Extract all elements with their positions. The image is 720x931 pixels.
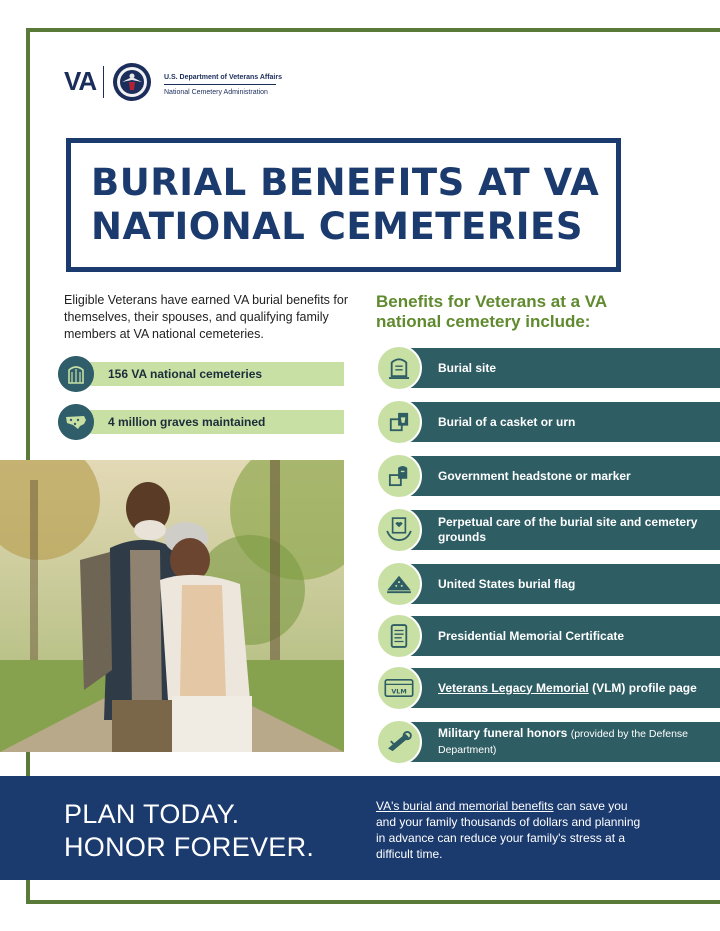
vlm-icon xyxy=(376,665,422,711)
footer-body: can save you and your family thousands of dollars and planning in advance can reduce your family's stress at a difficult time. xyxy=(376,799,641,861)
va-seal-icon xyxy=(112,62,152,102)
benefit-perpetual-care xyxy=(376,508,720,552)
slogan-line-2: HONOR FOREVER. xyxy=(64,832,315,862)
benefit-label: Burial of a casket or urn xyxy=(438,414,576,429)
page-title xyxy=(91,161,599,249)
folded-flag-icon xyxy=(376,561,422,607)
us-map-icon xyxy=(58,404,94,440)
benefit-funeral-honors xyxy=(376,720,720,764)
benefit-label: Presidential Memorial Certificate xyxy=(438,628,625,643)
benefit-headstone-marker xyxy=(376,454,720,498)
slogan-line-1: PLAN TODAY. xyxy=(64,799,240,829)
vlm-link[interactable]: Veterans Legacy Memorial xyxy=(438,680,589,695)
benefit-label xyxy=(438,666,698,710)
benefit-burial-site xyxy=(376,346,720,390)
frame-bottom xyxy=(26,900,720,904)
couple-photo xyxy=(0,460,344,752)
title-line-2: NATIONAL CEMETERIES xyxy=(91,205,583,248)
marker-icon xyxy=(376,453,422,499)
administration-line: National Cemetery Administration xyxy=(164,89,268,96)
frame-top xyxy=(26,28,720,32)
benefit-label: United States burial flag xyxy=(438,576,576,591)
stat-cemeteries xyxy=(58,356,344,390)
benefit-burial-flag xyxy=(376,562,720,606)
footer-banner xyxy=(0,776,720,880)
cemetery-gate-icon xyxy=(58,356,94,392)
benefit-label: Perpetual care of the burial site and cemetery grounds xyxy=(438,515,698,544)
logo-divider xyxy=(103,66,104,98)
vlm-icon-label: VLM xyxy=(391,687,407,696)
stat-label: 4 million graves maintained xyxy=(108,415,266,429)
hands-heart-icon xyxy=(376,507,422,553)
va-logo: VA xyxy=(64,66,97,96)
footer-slogan xyxy=(64,798,314,864)
title-box xyxy=(66,138,621,272)
title-line-1: BURIAL BENEFITS AT VA xyxy=(91,161,600,204)
benefit-casket-urn xyxy=(376,400,720,444)
vlm-label-rest: (VLM) profile page xyxy=(588,680,697,695)
benefit-certificate xyxy=(376,614,720,658)
bugle-icon xyxy=(376,719,422,765)
department-line: U.S. Department of Veterans Affairs xyxy=(164,74,282,81)
benefits-heading: Benefits for Veterans at a VA national cemetery include: xyxy=(376,292,607,331)
stat-label: 156 VA national cemeteries xyxy=(108,367,263,381)
department-rule xyxy=(164,84,276,85)
benefits-link[interactable]: VA's burial and memorial benefits xyxy=(376,799,554,813)
benefit-vlm xyxy=(376,666,720,710)
casket-urn-icon xyxy=(376,399,422,445)
intro-text: Eligible Veterans have earned VA burial benefits for themselves, their spouses, and qualifying family members at VA national cemeteries. xyxy=(64,293,348,341)
footer-text xyxy=(376,798,646,862)
funeral-honors-label: Military funeral honors xyxy=(438,726,568,740)
benefit-label: Government headstone or marker xyxy=(438,468,631,483)
certificate-icon xyxy=(376,613,422,659)
funeral-honors-note: (provided by the Defense Department) xyxy=(438,728,689,756)
benefit-label: Burial site xyxy=(438,360,497,375)
department-name xyxy=(164,72,282,98)
stat-graves xyxy=(58,404,344,438)
headstone-icon xyxy=(376,345,422,391)
benefit-label xyxy=(438,720,698,764)
